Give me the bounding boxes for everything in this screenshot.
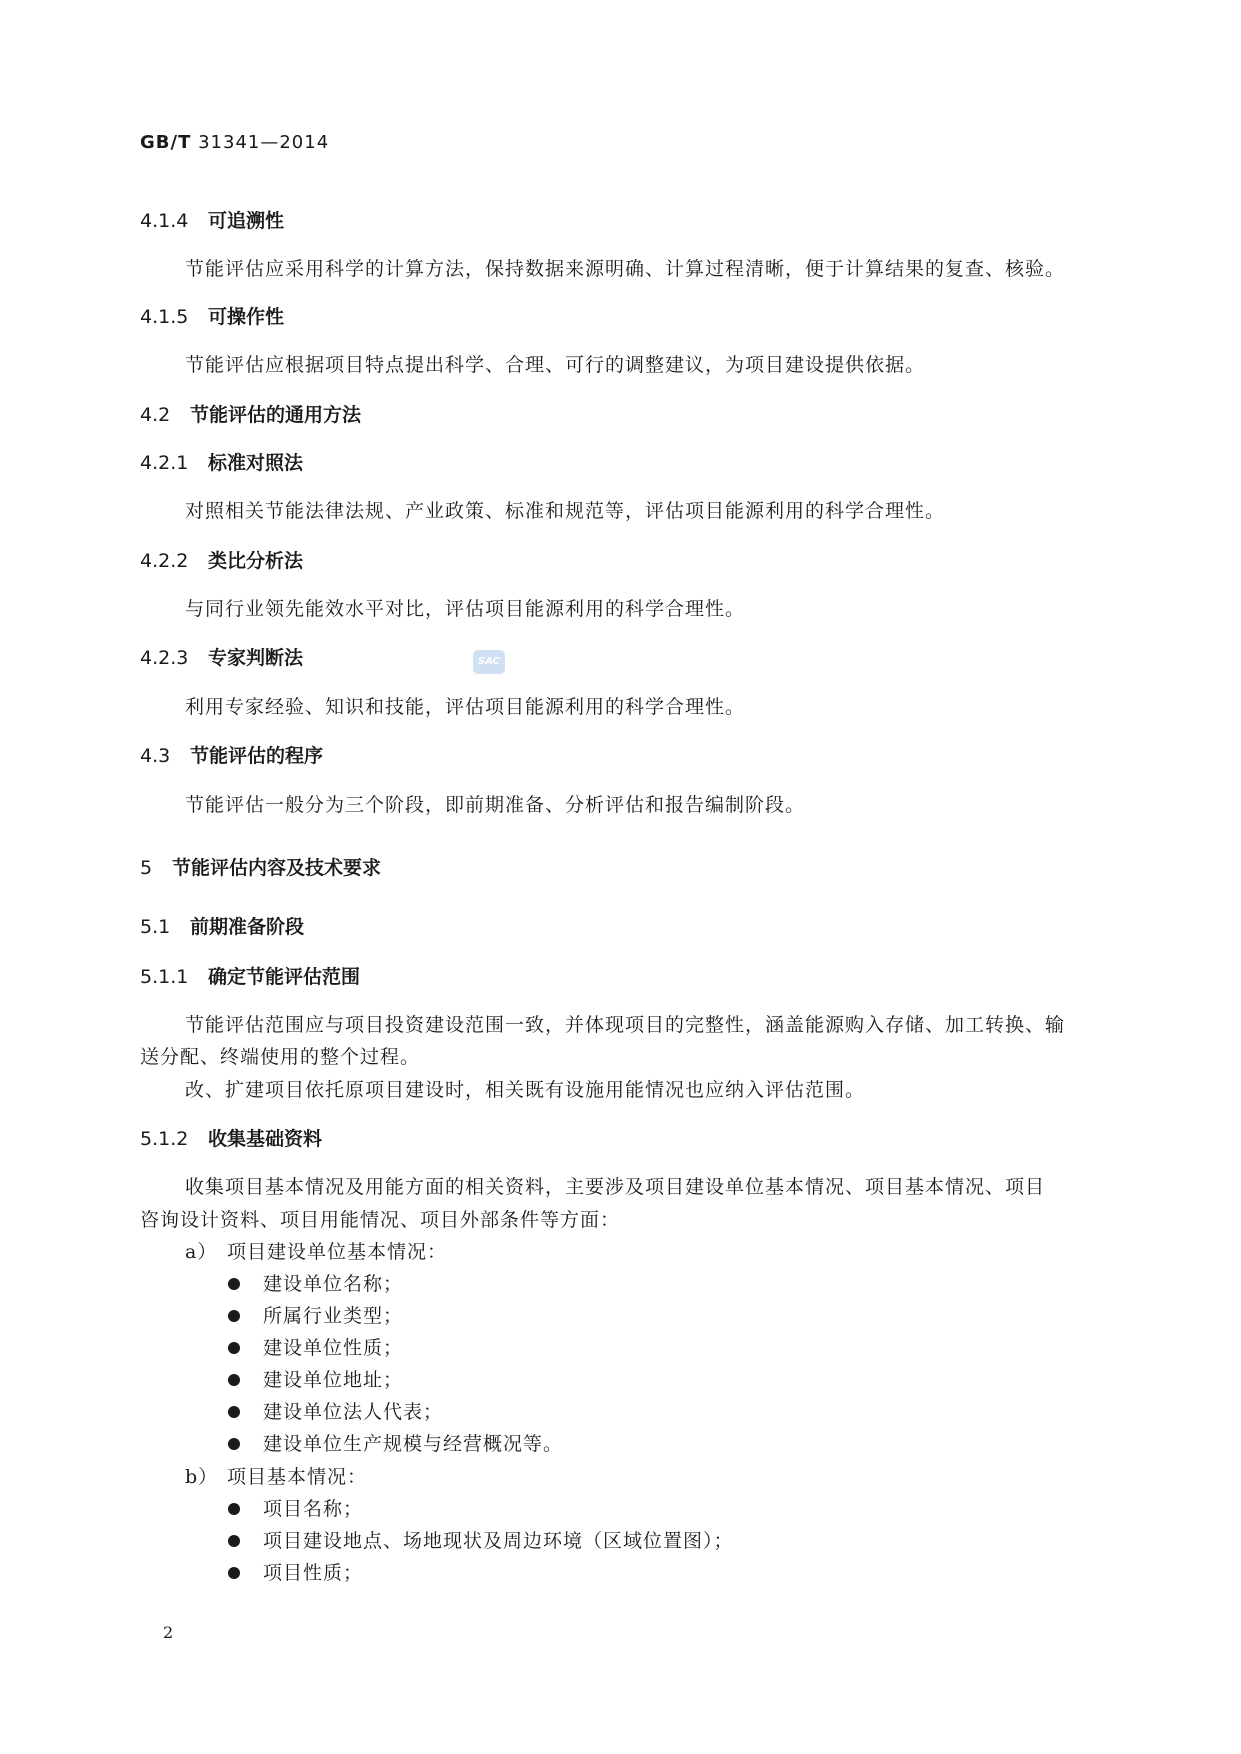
heading-5: 5 节能评估内容及技术要求 bbox=[140, 857, 382, 879]
list-label-a: a） bbox=[185, 1241, 218, 1263]
paragraph-5-1-1-line1: 节能评估范围应与项目投资建设范围一致，并体现项目的完整性，涵盖能源购入存储、加工转换、输 bbox=[185, 1014, 1066, 1036]
paragraph-4-3: 节能评估一般分为三个阶段，即前期准备、分析评估和报告编制阶段。 bbox=[185, 794, 806, 816]
bullet-icon bbox=[228, 1503, 240, 1515]
heading-4-1-4: 4.1.4 可追溯性 bbox=[140, 210, 285, 232]
list-item-a-6: 建设单位生产规模与经营概况等。 bbox=[263, 1433, 564, 1455]
paragraph-4-2-2: 与同行业领先能效水平对比，评估项目能源利用的科学合理性。 bbox=[185, 598, 746, 620]
standard-code bbox=[140, 132, 329, 153]
paragraph-5-1-1-line2: 送分配、终端使用的整个过程。 bbox=[140, 1046, 421, 1068]
bullet-icon bbox=[228, 1310, 240, 1322]
heading-5-1-2: 5.1.2 收集基础资料 bbox=[140, 1128, 323, 1150]
heading-5-1-1: 5.1.1 确定节能评估范围 bbox=[140, 966, 361, 988]
list-item-a bbox=[185, 1237, 447, 1264]
list-item-b-2: 项目建设地点、场地现状及周边环境（区域位置图）； bbox=[263, 1530, 734, 1552]
list-item-a-5: 建设单位法人代表； bbox=[263, 1401, 444, 1423]
bullet-icon bbox=[228, 1535, 240, 1547]
heading-4-2-2: 4.2.2 类比分析法 bbox=[140, 550, 304, 572]
list-item-a-2: 所属行业类型； bbox=[263, 1305, 404, 1327]
paragraph-4-1-4: 节能评估应采用科学的计算方法，保持数据来源明确、计算过程清晰，便于计算结果的复查、核验。 bbox=[185, 258, 1066, 280]
page-number: 2 bbox=[163, 1623, 174, 1642]
list-item-a-4: 建设单位地址； bbox=[263, 1369, 404, 1391]
list-item-b-1: 项目名称； bbox=[263, 1498, 364, 1520]
list-text-b: 项目基本情况： bbox=[227, 1466, 368, 1488]
heading-4-2-3: 4.2.3 专家判断法 bbox=[140, 647, 304, 669]
bullet-icon bbox=[228, 1342, 240, 1354]
heading-5-1: 5.1 前期准备阶段 bbox=[140, 916, 305, 938]
bullet-icon bbox=[228, 1406, 240, 1418]
list-item-a-1: 建设单位名称； bbox=[263, 1273, 404, 1295]
list-item-b-3: 项目性质； bbox=[263, 1562, 364, 1584]
heading-4-3: 4.3 节能评估的程序 bbox=[140, 745, 324, 767]
bullet-icon bbox=[228, 1374, 240, 1386]
list-text-a: 项目建设单位基本情况： bbox=[227, 1241, 448, 1263]
paragraph-4-2-1: 对照相关节能法律法规、产业政策、标准和规范等，评估项目能源利用的科学合理性。 bbox=[185, 500, 946, 522]
paragraph-5-1-2-line2: 咨询设计资料、项目用能情况、项目外部条件等方面： bbox=[140, 1209, 621, 1231]
paragraph-5-1-1-second: 改、扩建项目依托原项目建设时，相关既有设施用能情况也应纳入评估范围。 bbox=[185, 1079, 866, 1101]
bullet-icon bbox=[228, 1438, 240, 1450]
standard-code-number: 31341—2014 bbox=[198, 132, 330, 153]
paragraph-4-1-5: 节能评估应根据项目特点提出科学、合理、可行的调整建议，为项目建设提供依据。 bbox=[185, 354, 926, 376]
list-item-b bbox=[185, 1462, 367, 1489]
list-item-a-3: 建设单位性质； bbox=[263, 1337, 404, 1359]
paragraph-4-2-3: 利用专家经验、知识和技能，评估项目能源利用的科学合理性。 bbox=[185, 696, 746, 718]
standard-code-prefix: GB/T bbox=[140, 132, 192, 153]
heading-4-2: 4.2 节能评估的通用方法 bbox=[140, 404, 362, 426]
heading-4-1-5: 4.1.5 可操作性 bbox=[140, 306, 285, 328]
heading-4-2-1: 4.2.1 标准对照法 bbox=[140, 452, 304, 474]
sac-watermark: SAC bbox=[473, 650, 505, 674]
list-label-b: b） bbox=[185, 1466, 219, 1488]
bullet-icon bbox=[228, 1278, 240, 1290]
paragraph-5-1-2-line1: 收集项目基本情况及用能方面的相关资料，主要涉及项目建设单位基本情况、项目基本情况、项目 bbox=[185, 1176, 1046, 1198]
bullet-icon bbox=[228, 1567, 240, 1579]
